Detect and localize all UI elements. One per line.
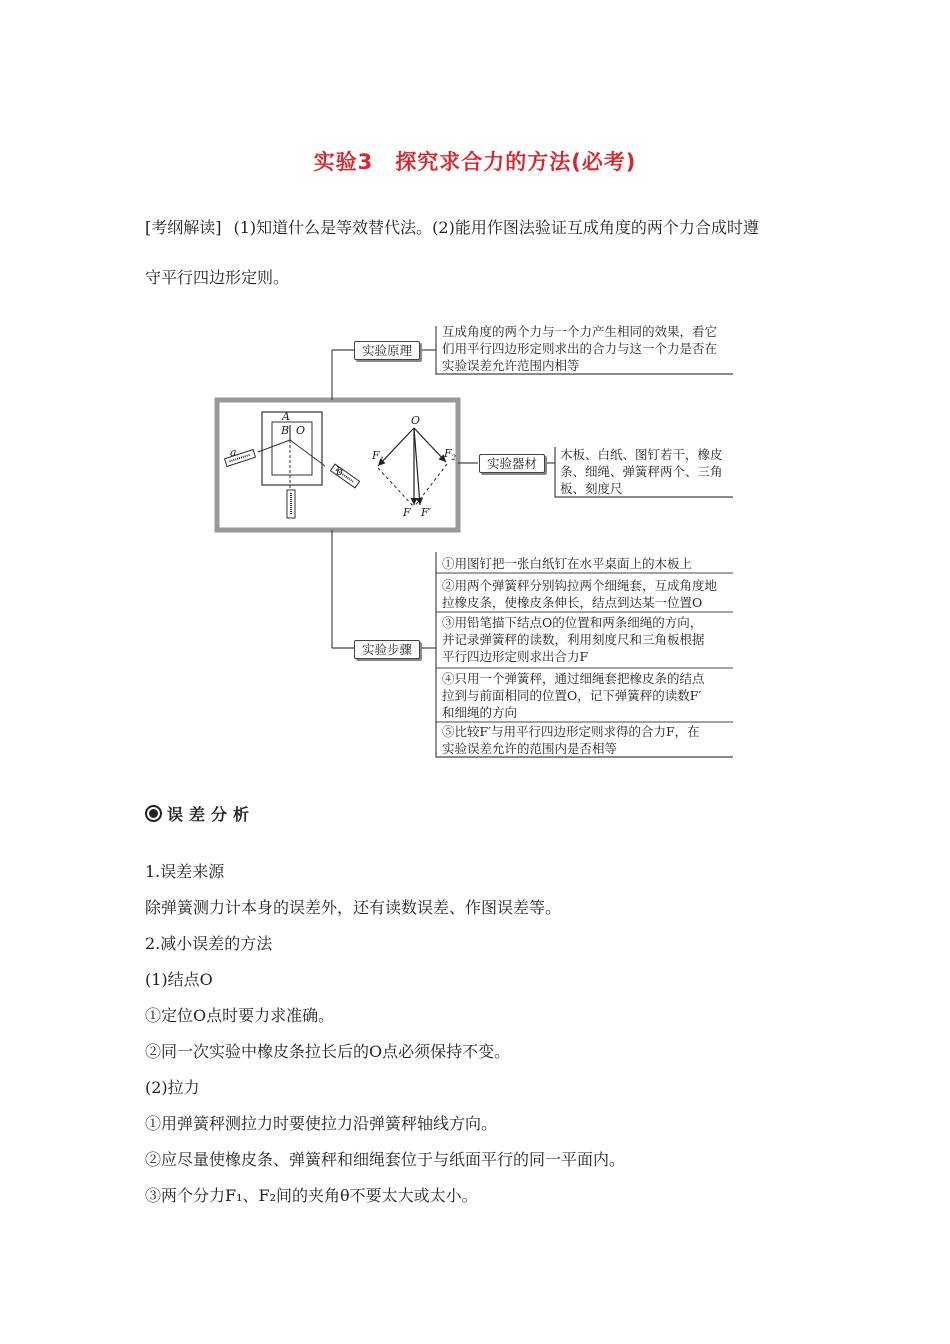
principle-label: 实验原理 [354, 341, 420, 360]
error-line: 1.误差来源 [145, 862, 225, 881]
error-line: ①用弹簧秤测拉力时要使拉力沿弹簧秤轴线方向。 [145, 1114, 498, 1133]
steps-label: 实验步骤 [354, 640, 420, 659]
materials-label: 实验器材 [479, 454, 545, 473]
label-F2: $F_2$ [444, 447, 457, 463]
error-line: ③两个分力F₁、F₂间的夹角θ不要太大或太小。 [145, 1186, 478, 1205]
syllabus-tag: [考纲解读] [145, 218, 222, 237]
intro-line-1: (1)知道什么是等效替代法。(2)能用作图法验证互成角度的两个力合成时遵 [233, 218, 759, 237]
page-title: 实验3 探究求合力的方法(必考) [313, 150, 637, 174]
label-F-prime: F′ [421, 506, 432, 519]
step-1: ①用图钉把一张白纸钉在水平桌面上的木板上 [442, 556, 693, 571]
error-line: 2.减小误差的方法 [145, 934, 273, 953]
bullet-icon [145, 805, 162, 822]
error-line: 除弹簧测力计本身的误差外，还有读数误差、作图误差等。 [145, 898, 562, 917]
step-3: ③用铅笔描下结点O的位置和两条细绳的方向， 并记录弹簧秤的读数，利用刻度尺和三角板根据 平行四边形定则求出合力F [442, 615, 705, 664]
error-line: ②同一次实验中橡皮条拉长后的O点必须保持不变。 [145, 1042, 511, 1061]
label-b: b [336, 465, 344, 478]
intro-line-2: 守平行四边形定则。 [145, 268, 290, 287]
label-a: a [230, 446, 237, 459]
label-O-left: O [296, 424, 306, 437]
label-F: F [403, 506, 411, 519]
step-5: ⑤比较F′与用平行四边形定则求得的合力F，在 实验误差允许的范围内是否相等 [442, 724, 700, 756]
step-4: ④只用一个弹簧秤，通过细绳套把橡皮条的结点 拉到与前面相同的位置O，记下弹簧秤的读数F′ 和细绳的方向 [442, 671, 705, 720]
label-A: A [282, 410, 290, 423]
error-line: (1)结点O [145, 970, 213, 989]
step-2: ②用两个弹簧秤分别钩拉两个细绳套，互成角度地 拉橡皮条，使橡皮条伸长，结点到达某一位置O [442, 578, 718, 610]
error-analysis-body [145, 854, 825, 1214]
error-analysis-heading: 误差分析 [145, 802, 255, 825]
materials-text: 木板、白纸、图钉若干，橡皮 条、细绳、弹簧秤两个、三角 板、刻度尺 [560, 447, 723, 496]
error-line: ①定位O点时要力求准确。 [145, 1006, 335, 1025]
error-line: (2)拉力 [145, 1078, 200, 1097]
label-F1: $F_1$ [372, 449, 385, 465]
label-O-right: O [411, 414, 421, 427]
principle-text: 互成角度的两个力与一个力产生相同的效果，看它 们用平行四边形定则求出的合力与这一个力是否在 实验误差允许范围内相等 [442, 324, 718, 373]
label-B: B [281, 424, 290, 437]
error-line: ②应尽量使橡皮条、弹簧秤和细绳套位于与纸面平行的同一平面内。 [145, 1150, 626, 1169]
